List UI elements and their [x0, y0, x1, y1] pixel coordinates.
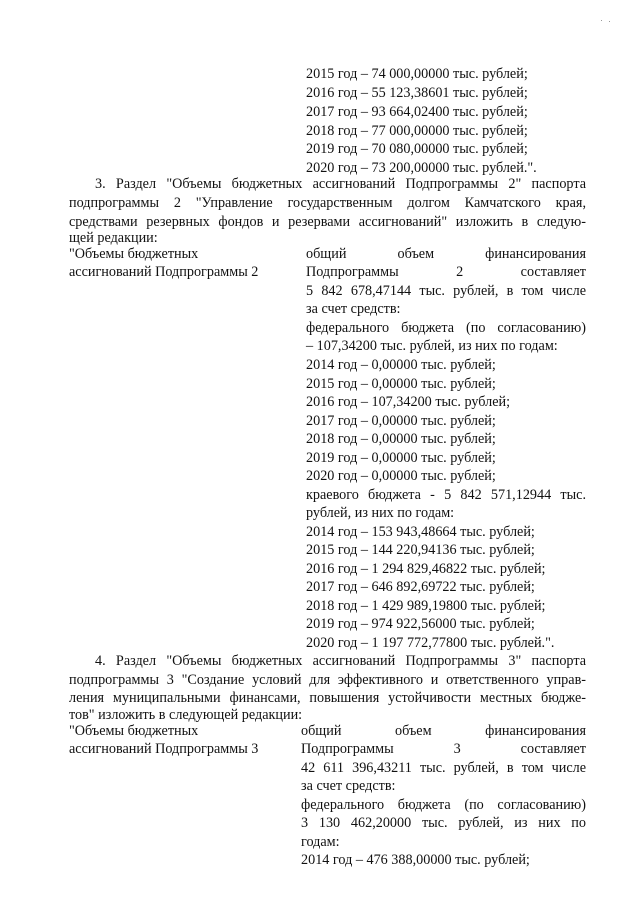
section-3-right-line: Подпрограммы 2 составляет	[306, 264, 586, 280]
section-3-right-line: 2016 год – 107,34200 тыс. рублей;	[306, 394, 511, 410]
section-3-right-line: 2015 год – 144 220,94136 тыс. рублей;	[306, 542, 535, 558]
funding-year-line: 2017 год – 93 664,02400 тыс. рублей;	[306, 104, 528, 120]
section-4-left-label: ассигнований Подпрограммы 3	[69, 741, 259, 757]
section-3-right-line: 2014 год – 153 943,48664 тыс. рублей;	[306, 524, 535, 540]
section-4-right-line: 2014 год – 476 388,00000 тыс. рублей;	[301, 852, 530, 868]
section-3-left-label: ассигнований Подпрограммы 2	[69, 264, 259, 280]
section-4-paragraph-line: тов" изложить в следующей редакции:	[69, 707, 303, 723]
section-4-right-line: за счет средств:	[301, 778, 396, 794]
scan-speck	[601, 20, 602, 21]
section-3-paragraph-line: 3. Раздел "Объемы бюджетных ассигнований Подпрограммы 2" паспорта	[95, 176, 586, 192]
section-3-right-line: 2019 год – 974 922,56000 тыс. рублей;	[306, 616, 535, 632]
section-3-right-line: 2015 год – 0,00000 тыс. рублей;	[306, 376, 496, 392]
section-4-right-line: Подпрограммы 3 составляет	[301, 741, 586, 757]
section-4-right-line: годам:	[301, 834, 340, 850]
section-3-right-line: 5 842 678,47144 тыс. рублей, в том числе	[306, 283, 586, 299]
section-3-right-line: 2018 год – 1 429 989,19800 тыс. рублей;	[306, 598, 546, 614]
section-4-right-line: 3 130 462,20000 тыс. рублей, из них по	[301, 815, 586, 831]
section-3-right-line: 2018 год – 0,00000 тыс. рублей;	[306, 431, 496, 447]
scan-speck	[609, 21, 610, 22]
section-4-right-line: общий объем финансирования	[301, 723, 586, 739]
section-3-right-line: краевого бюджета - 5 842 571,12944 тыс.	[306, 487, 586, 503]
section-4-paragraph-line: ления муниципальными финансами, повышения устойчивости местных бюдже-	[69, 690, 586, 706]
section-3-right-line: 2017 год – 646 892,69722 тыс. рублей;	[306, 579, 535, 595]
section-3-right-line: 2019 год – 0,00000 тыс. рублей;	[306, 450, 496, 466]
section-3-right-line: 2017 год – 0,00000 тыс. рублей;	[306, 413, 496, 429]
section-3-right-line: 2016 год – 1 294 829,46822 тыс. рублей;	[306, 561, 546, 577]
funding-year-line: 2020 год – 73 200,00000 тыс. рублей.".	[306, 160, 537, 176]
section-4-paragraph-line: подпрограммы 3 "Создание условий для эффективного и ответственного управ-	[69, 672, 586, 688]
section-3-right-line: – 107,34200 тыс. рублей, из них по годам:	[306, 338, 558, 354]
section-4-left-label: "Объемы бюджетных	[69, 723, 199, 739]
section-3-right-line: 2014 год – 0,00000 тыс. рублей;	[306, 357, 496, 373]
section-4-right-line: 42 611 396,43211 тыс. рублей, в том числе	[301, 760, 586, 776]
section-3-paragraph-line: средствами резервных фондов и резервами ассигнований" изложить в следую-	[69, 214, 586, 230]
section-3-right-line: рублей, из них по годам:	[306, 505, 455, 521]
section-3-paragraph-line: подпрограммы 2 "Управление государственным долгом Камчатского края,	[69, 195, 586, 211]
section-3-left-label: "Объемы бюджетных	[69, 246, 199, 262]
section-3-right-line: за счет средств:	[306, 301, 401, 317]
funding-year-line: 2019 год – 70 080,00000 тыс. рублей;	[306, 141, 528, 157]
funding-year-line: 2016 год – 55 123,38601 тыс. рублей;	[306, 85, 528, 101]
section-4-right-line: федерального бюджета (по согласованию)	[301, 797, 586, 813]
funding-year-line: 2018 год – 77 000,00000 тыс. рублей;	[306, 123, 528, 139]
section-3-right-line: федерального бюджета (по согласованию)	[306, 320, 586, 336]
section-3-right-line: общий объем финансирования	[306, 246, 586, 262]
section-3-right-line: 2020 год – 1 197 772,77800 тыс. рублей.".	[306, 635, 555, 651]
section-4-paragraph-line: 4. Раздел "Объемы бюджетных ассигнований Подпрограммы 3" паспорта	[95, 653, 586, 669]
section-3-paragraph-line: щей редакции:	[69, 230, 158, 246]
section-3-right-line: 2020 год – 0,00000 тыс. рублей;	[306, 468, 496, 484]
funding-year-line: 2015 год – 74 000,00000 тыс. рублей;	[306, 66, 528, 82]
